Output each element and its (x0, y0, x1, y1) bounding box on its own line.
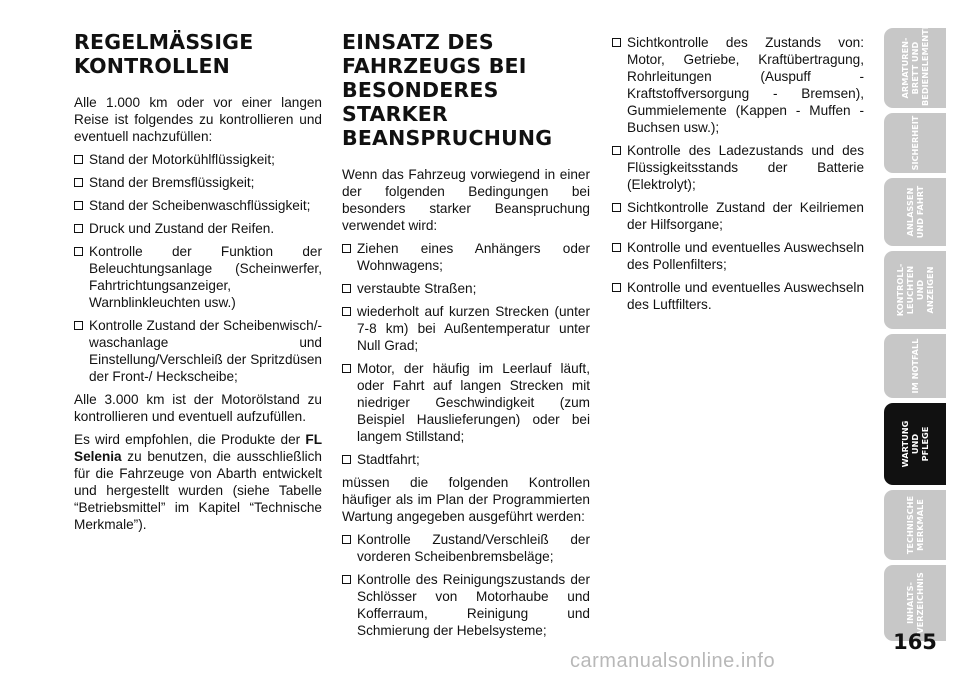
intro-paragraph: Wenn das Fahrzeug vorwiegend in einer der folgenden Bedingungen bei besonders starker Beanspruchung verwendet wird: (342, 167, 590, 233)
checklist-item-text: Sichtkontrolle des Zustands von: Motor, Getriebe, Kraftübertragung, Rohrleitungen (Auspuff - Kraftstoffversorgung - Bremsen), Gummielemente (Kappen - Muffen - Buchsen usw.); (627, 35, 864, 135)
checklist-item (74, 243, 322, 311)
checklist-item (74, 220, 322, 237)
checklist-item-text: Ziehen eines Anhängers oder Wohnwagens; (357, 241, 590, 273)
brand-name: FL Selenia (74, 432, 322, 464)
checklist-item (612, 279, 864, 313)
checkbox-square-icon (612, 283, 621, 292)
recommendation-text-end: zu benutzen, die ausschließlich für die Fahrzeuge von Abarth entwickelt und hergestellt wurden (siehe Tabelle “Betriebsmittel” im Kapitel “Technische Merkmale”). (74, 449, 322, 532)
checklist-item-text: Kontrolle des Reinigungszustands der Schlösser von Motorhaube und Kofferraum, Reinigung und Schmierung der Hebelsysteme; (357, 572, 590, 638)
watermark: carmanualsonline.info (570, 650, 776, 672)
checkbox-square-icon (74, 321, 83, 330)
chapter-tab-label: ANLASSEN UND FAHRT (905, 185, 925, 239)
chapter-tab[interactable] (884, 178, 946, 246)
checklist-item (342, 531, 590, 565)
conditions-list (342, 240, 590, 468)
checklist-item (342, 240, 590, 274)
section-title-regular-checks: REGELMÄSSIGE KONTROLLEN (74, 30, 254, 78)
checkbox-square-icon (612, 146, 621, 155)
checklist-item (74, 317, 322, 385)
chapter-tab[interactable] (884, 113, 946, 173)
checkbox-square-icon (74, 155, 83, 164)
checklist-item (74, 151, 322, 168)
checklist-item (612, 199, 864, 233)
checkbox-square-icon (74, 224, 83, 233)
chapter-tab-label: ARMATUREN- BRETT UND BEDIENELEMENTE (900, 23, 930, 106)
checklist-item-text: Druck und Zustand der Reifen. (89, 221, 275, 236)
checklist-item-text: Sichtkontrolle Zustand der Keilriemen der Hilfsorgane; (627, 200, 864, 232)
checkbox-square-icon (342, 455, 351, 464)
checklist-item-text: Kontrolle Zustand der Scheibenwisch/-waschanlage und Einstellung/Verschleiß der Spritzdüsen der Front-/ Heckscheibe; (89, 318, 322, 384)
checkbox-square-icon (612, 203, 621, 212)
checkbox-square-icon (342, 535, 351, 544)
checklist-item-text: Kontrolle und eventuelles Auswechseln des Luftfilters. (627, 280, 864, 312)
chapter-tab-label: WARTUNG UND PFLEGE (900, 420, 930, 468)
checkbox-square-icon (74, 247, 83, 256)
checklist-item-text: verstaubte Straßen; (357, 281, 477, 296)
checklist-item (612, 34, 864, 136)
checklist-item (342, 571, 590, 639)
column-heavy-use-continued (612, 34, 864, 319)
checklist-item-text: Kontrolle Zustand/Verschleiß der vorderen Scheibenbremsbeläge; (357, 532, 590, 564)
checkbox-square-icon (612, 243, 621, 252)
chapter-tab[interactable] (884, 251, 946, 329)
checkbox-square-icon (342, 284, 351, 293)
checklist-item-text: Kontrolle des Ladezustands und des Flüssigkeitsstands der Batterie (Elektrolyt); (627, 143, 864, 192)
checkbox-square-icon (342, 575, 351, 584)
frequent-checks-list (342, 531, 590, 639)
frequent-checks-list-continued (612, 34, 864, 313)
checkbox-square-icon (612, 38, 621, 47)
frequent-checks-paragraph: müssen die folgenden Kontrollen häufiger als im Plan der Programmierten Wartung angegeben ausgeführt werden: (342, 475, 590, 524)
chapter-tab[interactable] (884, 403, 946, 485)
checklist-item-text: wiederholt auf kurzen Strecken (unter 7-8 km) bei Außentemperatur unter Null Grad; (357, 304, 590, 353)
section-title-heavy-use: EINSATZ DES FAHRZEUGS BEI BESONDERES STARKER BEANSPRUCHUNG (342, 30, 553, 150)
checklist-item (74, 174, 322, 191)
checklist-item (342, 280, 590, 297)
checklist-item (612, 239, 864, 273)
page-number: 165 (893, 630, 937, 654)
checklist-item (342, 360, 590, 445)
checklist-item (342, 303, 590, 354)
checklist-item-text: Kontrolle und eventuelles Auswechseln des Pollenfilters; (627, 240, 864, 272)
chapter-tab-label: KONTROLL- LEUCHTEN UND ANZEIGEN (895, 263, 935, 317)
chapter-tab[interactable] (884, 334, 946, 398)
chapter-tab-label: TECHNISCHE MERKMALE (905, 495, 925, 555)
checkbox-square-icon (342, 244, 351, 253)
checklist-item (612, 142, 864, 193)
checklist-item (342, 451, 590, 468)
checklist-item-text: Stand der Bremsflüssigkeit; (89, 175, 255, 190)
checklist-item (74, 197, 322, 214)
oil-check-paragraph: Alle 3.000 km ist der Motorölstand zu kontrollieren und eventuell aufzufüllen. (74, 392, 322, 424)
intro-paragraph: Alle 1.000 km oder vor einer langen Reise ist folgendes zu kontrollieren und eventuell nachzufüllen: (74, 95, 322, 144)
product-recommendation (74, 431, 322, 533)
chapter-tab[interactable] (884, 23, 946, 108)
column-regular-checks (74, 30, 322, 539)
chapter-tab[interactable] (884, 490, 946, 560)
chapter-tab-label: SICHERHEIT (910, 115, 920, 171)
checkbox-square-icon (74, 201, 83, 210)
checkbox-square-icon (342, 307, 351, 316)
chapter-tab-label: IM NOTFALL (910, 338, 920, 394)
column-heavy-use (342, 30, 590, 645)
checkbox-square-icon (74, 178, 83, 187)
checklist-item-text: Stand der Motorkühlflüssigkeit; (89, 152, 275, 167)
recommendation-text: Es wird empfohlen, die Produkte der (74, 432, 306, 447)
checklist-item-text: Motor, der häufig im Leerlauf läuft, oder Fahrt auf langen Strecken mit niedriger Geschwindigkeit (zum Beispiel Hauslieferungen) oder bei langem Stillstand; (357, 361, 590, 444)
checklist-item-text: Kontrolle der Funktion der Beleuchtungsanlage (Scheinwerfer, Fahrtrichtungsanzeiger, Warnblinkleuchten usw.) (89, 244, 322, 310)
checklist (74, 151, 322, 385)
chapter-tab-label: INHALTS- VERZEICHNIS (905, 572, 925, 634)
checklist-item-text: Stand der Scheibenwaschflüssigkeit; (89, 198, 311, 213)
chapter-tabs (884, 23, 946, 646)
checklist-item-text: Stadtfahrt; (357, 452, 420, 467)
checkbox-square-icon (342, 364, 351, 373)
